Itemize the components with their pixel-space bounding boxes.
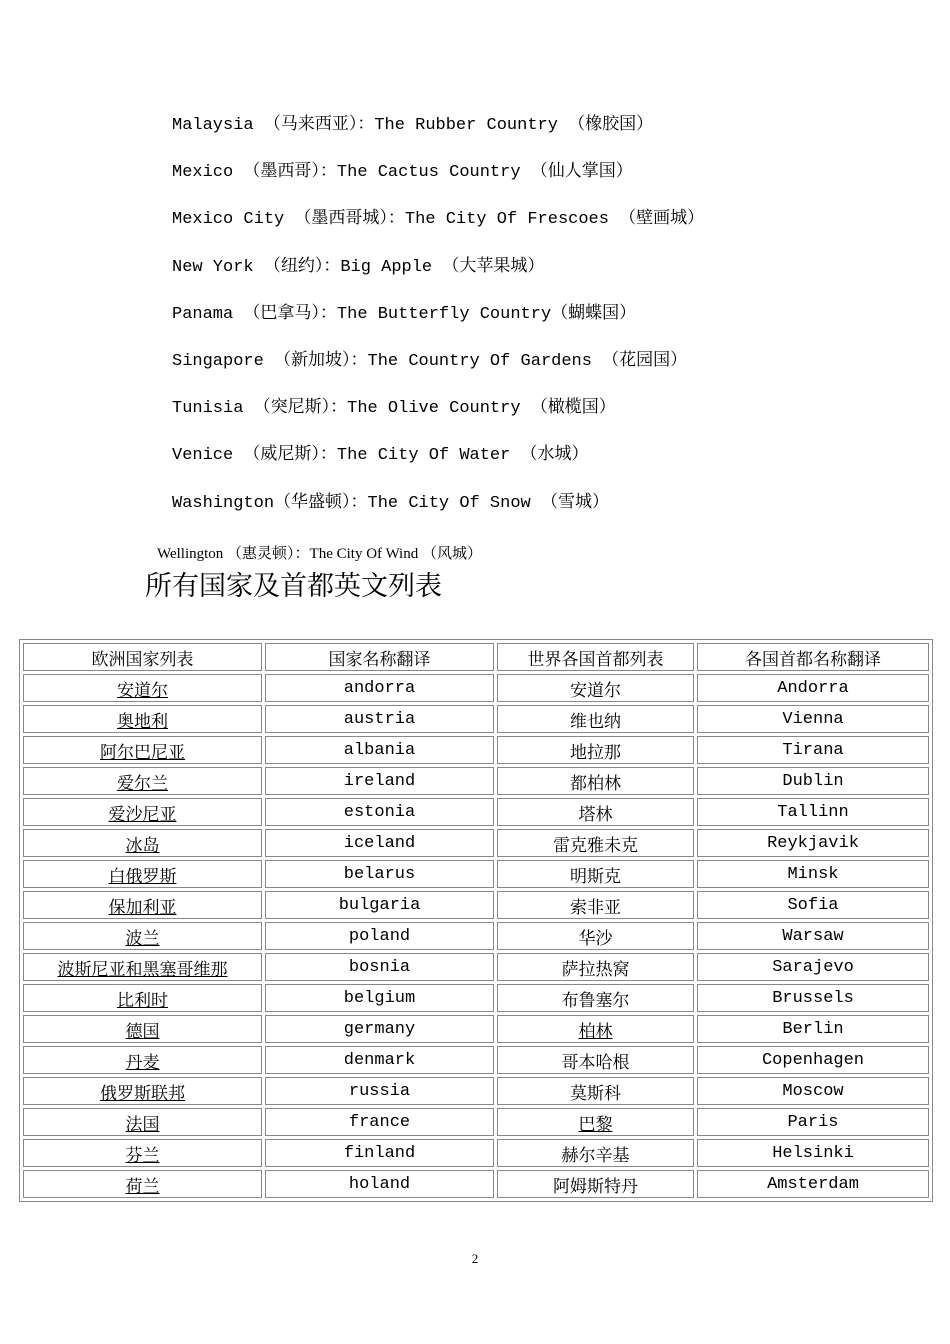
capital-name-cell	[497, 736, 694, 764]
header-label: 欧洲国家列表	[91, 649, 194, 670]
cell-text: ireland	[343, 771, 416, 791]
cell-text: 明斯克	[570, 866, 621, 887]
nickname-line: Tunisia （突尼斯）：The Olive Country （橄榄国）	[172, 399, 616, 419]
cell-link[interactable]: 白俄罗斯	[108, 866, 177, 887]
country-name-cell	[23, 1046, 262, 1074]
country-name-cell	[23, 953, 262, 981]
capital-name-cell	[497, 984, 694, 1012]
cell-link[interactable]: 法国	[125, 1114, 160, 1135]
capital-name-cell	[497, 829, 694, 857]
country-translation-cell	[265, 953, 494, 981]
cell-text: bulgaria	[338, 895, 421, 915]
cell-link[interactable]: 奥地利	[117, 711, 168, 732]
cell-text: Berlin	[782, 1019, 844, 1039]
capital-name-cell	[497, 1108, 694, 1136]
table-row	[23, 984, 929, 1012]
capital-translation-cell	[697, 922, 929, 950]
cell-text: 华沙	[578, 928, 613, 949]
table-row	[23, 953, 929, 981]
cell-text: 莫斯科	[570, 1083, 621, 1104]
cell-text: Paris	[787, 1112, 839, 1132]
country-translation-cell	[265, 674, 494, 702]
country-name-cell	[23, 984, 262, 1012]
cell-text: 索非亚	[570, 897, 621, 918]
cell-text: 赫尔辛基	[561, 1145, 630, 1166]
capital-translation-cell	[697, 798, 929, 826]
cell-text: france	[348, 1112, 411, 1132]
capital-translation-cell	[697, 829, 929, 857]
cell-text: Sofia	[787, 895, 839, 915]
cell-text: andorra	[343, 678, 416, 698]
column-header-world-capitals	[497, 643, 694, 671]
table-row	[23, 674, 929, 702]
capital-translation-cell	[697, 705, 929, 733]
capital-name-cell	[497, 891, 694, 919]
column-header-capital-translation	[697, 643, 929, 671]
country-name-cell	[23, 922, 262, 950]
country-name-cell	[23, 860, 262, 888]
nickname-line: Mexico City （墨西哥城）：The City Of Frescoes （壁画城）	[172, 210, 705, 230]
table-row	[23, 1108, 929, 1136]
capital-translation-cell	[697, 1139, 929, 1167]
country-translation-cell	[265, 767, 494, 795]
cell-text: Brussels	[772, 988, 854, 1008]
country-translation-cell	[265, 1046, 494, 1074]
country-name-cell	[23, 736, 262, 764]
country-translation-cell	[265, 829, 494, 857]
capital-name-cell	[497, 1046, 694, 1074]
cell-link[interactable]: 爱尔兰	[117, 773, 168, 794]
cell-text: estonia	[343, 802, 416, 822]
country-translation-cell	[265, 705, 494, 733]
capital-name-cell	[497, 674, 694, 702]
country-capital-table	[19, 639, 933, 1202]
country-name-cell	[23, 1139, 262, 1167]
cell-link[interactable]: 巴黎	[578, 1114, 613, 1135]
country-translation-cell	[265, 860, 494, 888]
header-label: 国家名称翻译	[328, 649, 431, 670]
cell-text: russia	[348, 1081, 411, 1101]
nickname-line: New York （纽约）：Big Apple （大苹果城）	[172, 257, 545, 277]
cell-text: 哥本哈根	[561, 1052, 630, 1073]
capital-translation-cell	[697, 1046, 929, 1074]
country-translation-cell	[265, 1139, 494, 1167]
country-name-cell	[23, 891, 262, 919]
capital-name-cell	[497, 922, 694, 950]
cell-text: Warsaw	[782, 926, 844, 946]
cell-text: Dublin	[782, 771, 844, 791]
page-number: 2	[471, 1251, 479, 1266]
table-body	[23, 674, 929, 1198]
capital-translation-cell	[697, 1108, 929, 1136]
cell-text: Vienna	[782, 709, 844, 729]
table-row	[23, 705, 929, 733]
nickname-line: Panama （巴拿马）：The Butterfly Country（蝴蝶国）	[172, 304, 637, 324]
cell-link[interactable]: 丹麦	[125, 1052, 160, 1073]
city-nickname-list	[172, 112, 704, 537]
cell-text: belgium	[343, 988, 416, 1008]
wellington-line: Wellington （惠灵顿）：The City Of Wind （风城）	[157, 546, 482, 562]
cell-link[interactable]: 芬兰	[125, 1145, 160, 1166]
nickname-line: Malaysia （马来西亚）：The Rubber Country （橡胶国）	[172, 116, 654, 135]
country-translation-cell	[265, 1170, 494, 1198]
capital-name-cell	[497, 860, 694, 888]
country-name-cell	[23, 674, 262, 702]
cell-text: Sarajevo	[772, 957, 854, 977]
country-table-container	[19, 639, 931, 1202]
nickname-line: Mexico （墨西哥）：The Cactus Country （仙人掌国）	[172, 163, 633, 183]
capital-translation-cell	[697, 984, 929, 1012]
section-title: 所有国家及首都英文列表	[145, 571, 442, 602]
header-label: 世界各国首都列表	[527, 649, 664, 670]
capital-translation-cell	[697, 674, 929, 702]
cell-link[interactable]: 比利时	[117, 990, 168, 1011]
capital-translation-cell	[697, 1015, 929, 1043]
capital-translation-cell	[697, 953, 929, 981]
cell-text: 阿姆斯特丹	[553, 1176, 638, 1197]
country-name-cell	[23, 705, 262, 733]
column-header-european-countries	[23, 643, 262, 671]
country-name-cell	[23, 767, 262, 795]
country-translation-cell	[265, 1015, 494, 1043]
cell-text: denmark	[343, 1050, 416, 1070]
capital-name-cell	[497, 1015, 694, 1043]
table-row	[23, 767, 929, 795]
cell-text: iceland	[343, 833, 416, 853]
table-row	[23, 1139, 929, 1167]
table-row	[23, 736, 929, 764]
cell-text: 维也纳	[570, 711, 621, 732]
cell-link[interactable]: 德国	[125, 1021, 160, 1042]
cell-text: Helsinki	[772, 1143, 854, 1163]
cell-text: 都柏林	[570, 773, 621, 794]
country-translation-cell	[265, 736, 494, 764]
capital-name-cell	[497, 1139, 694, 1167]
cell-text: 雷克雅未克	[553, 835, 638, 856]
cell-text: 萨拉热窝	[561, 959, 630, 980]
cell-text: Tirana	[782, 740, 844, 760]
country-translation-cell	[265, 891, 494, 919]
table-row	[23, 1015, 929, 1043]
capital-name-cell	[497, 705, 694, 733]
table-row	[23, 798, 929, 826]
cell-text: Andorra	[777, 678, 849, 698]
cell-text: belarus	[343, 864, 416, 884]
nickname-line: Singapore （新加坡）：The Country Of Gardens （花园国）	[172, 351, 688, 371]
country-name-cell	[23, 1015, 262, 1043]
capital-translation-cell	[697, 1077, 929, 1105]
column-header-country-translation	[265, 643, 494, 671]
header-label: 各国首都名称翻译	[745, 649, 881, 670]
capital-name-cell	[497, 798, 694, 826]
cell-text: 安道尔	[570, 680, 621, 701]
country-name-cell	[23, 1170, 262, 1198]
capital-translation-cell	[697, 1170, 929, 1198]
country-translation-cell	[265, 922, 494, 950]
capital-name-cell	[497, 1077, 694, 1105]
cell-link[interactable]: 荷兰	[125, 1176, 160, 1197]
table-row	[23, 860, 929, 888]
cell-text: finland	[343, 1143, 416, 1163]
country-name-cell	[23, 829, 262, 857]
cell-text: poland	[348, 926, 411, 946]
cell-text: 布鲁塞尔	[561, 990, 630, 1011]
capital-name-cell	[497, 767, 694, 795]
country-translation-cell	[265, 798, 494, 826]
cell-text: Copenhagen	[761, 1050, 865, 1070]
table-row	[23, 1170, 929, 1198]
cell-link[interactable]: 冰岛	[125, 835, 160, 856]
table-row	[23, 1077, 929, 1105]
country-name-cell	[23, 1077, 262, 1105]
cell-text: holand	[348, 1174, 411, 1194]
cell-text: 塔林	[578, 804, 613, 825]
cell-text: Moscow	[782, 1081, 844, 1101]
cell-text: austria	[343, 709, 416, 729]
country-translation-cell	[265, 1108, 494, 1136]
cell-link[interactable]: 波兰	[125, 928, 160, 949]
capital-name-cell	[497, 1170, 694, 1198]
capital-translation-cell	[697, 767, 929, 795]
capital-translation-cell	[697, 891, 929, 919]
cell-text: Amsterdam	[767, 1174, 859, 1194]
cell-link[interactable]: 波斯尼亚和黑塞哥维那	[57, 959, 228, 980]
cell-text: Tallinn	[777, 802, 849, 822]
country-translation-cell	[265, 1077, 494, 1105]
capital-name-cell	[497, 953, 694, 981]
cell-text: bosnia	[348, 957, 411, 977]
cell-link[interactable]: 保加利亚	[108, 897, 177, 918]
table-header-row	[23, 643, 929, 671]
cell-link[interactable]: 俄罗斯联邦	[100, 1083, 185, 1104]
country-name-cell	[23, 798, 262, 826]
cell-link[interactable]: 爱沙尼亚	[108, 804, 177, 825]
capital-translation-cell	[697, 736, 929, 764]
cell-text: Reykjavik	[767, 833, 859, 853]
table-row	[23, 922, 929, 950]
table-row	[23, 1046, 929, 1074]
country-name-cell	[23, 1108, 262, 1136]
cell-link[interactable]: 阿尔巴尼亚	[100, 742, 185, 763]
cell-link[interactable]: 柏林	[578, 1021, 613, 1042]
table-row	[23, 829, 929, 857]
nickname-line: Venice （威尼斯）：The City Of Water （水城）	[172, 446, 589, 466]
nickname-line: Washington（华盛顿）：The City Of Snow （雪城）	[172, 493, 609, 513]
cell-text: albania	[343, 740, 416, 760]
table-row	[23, 891, 929, 919]
cell-text: 地拉那	[570, 742, 621, 763]
cell-text: germany	[343, 1019, 416, 1039]
capital-translation-cell	[697, 860, 929, 888]
cell-text: Minsk	[787, 864, 839, 884]
cell-link[interactable]: 安道尔	[117, 680, 168, 701]
country-translation-cell	[265, 984, 494, 1012]
